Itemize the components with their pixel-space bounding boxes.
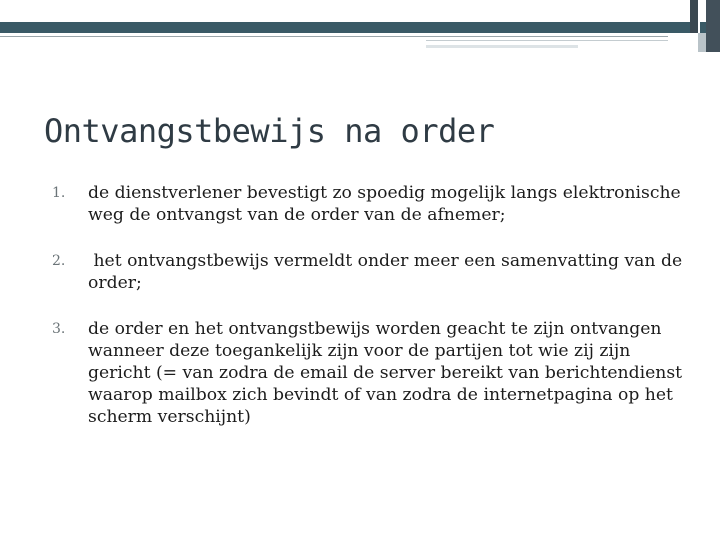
list-item bbox=[52, 182, 692, 226]
slide-title: Ontvangstbewijs na order bbox=[44, 112, 495, 150]
header-rule bbox=[426, 45, 578, 48]
list-item-text: het ontvangstbewijs vermeldt onder meer een samenvatting van de order; bbox=[88, 251, 688, 293]
corner-block bbox=[706, 0, 720, 52]
list-item-number: 1. bbox=[52, 185, 66, 201]
list-item bbox=[52, 250, 692, 294]
list-item-number: 2. bbox=[52, 253, 66, 269]
list-item bbox=[52, 318, 692, 428]
header-rule bbox=[426, 40, 668, 41]
corner-block bbox=[690, 0, 698, 33]
list-item-number: 3. bbox=[52, 321, 66, 337]
list-item-text: de order en het ontvangstbewijs worden geacht te zijn ontvangen wanneer deze toegankelijk zijn voor de partijen tot wie zij zijn gericht (= van zodra de email de server bereikt van berichtendienst waarop mailbox zich bevindt of van zodra de internetpagina op het scherm verschijnt) bbox=[88, 319, 683, 427]
list-item-text: de dienstverlener bevestigt zo spoedig mogelijk langs elektronische weg de ontvangst van de order van de afnemer; bbox=[88, 183, 681, 225]
header-strip bbox=[0, 22, 690, 33]
header-rule bbox=[0, 36, 668, 37]
numbered-list bbox=[52, 182, 692, 452]
corner-block bbox=[698, 33, 706, 52]
